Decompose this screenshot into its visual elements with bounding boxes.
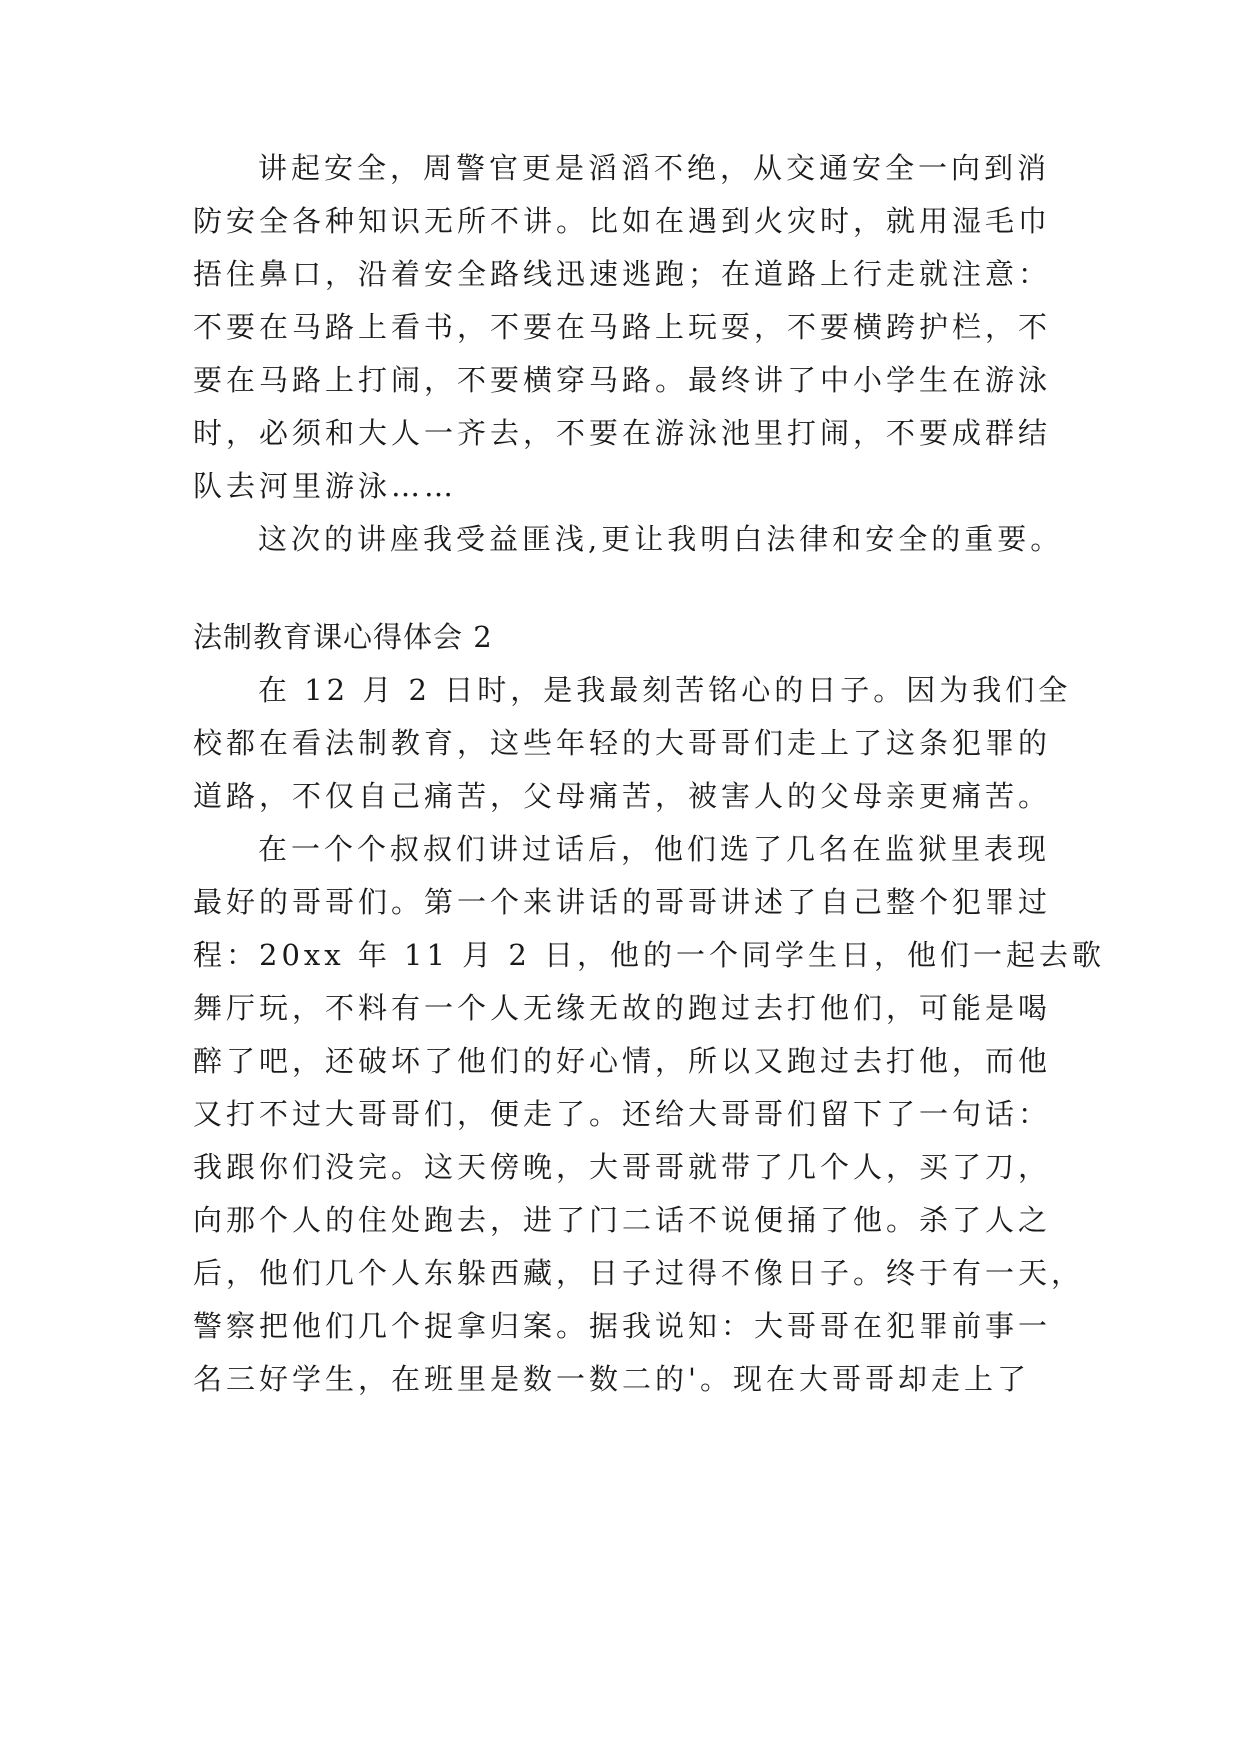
paragraph-line: 防安全各种知识无所不讲。比如在遇到火灾时，就用湿毛巾: [193, 204, 1052, 238]
paragraph-line: 后，他们几个人东躲西藏，日子过得不像日子。终于有一天，: [193, 1256, 1085, 1290]
paragraph-line: 讲起安全，周警官更是滔滔不绝，从交通安全一向到消: [258, 151, 1051, 185]
paragraph-line: 在一个个叔叔们讲过话后，他们选了几名在监狱里表现: [258, 832, 1051, 866]
paragraph-line: 又打不过大哥哥们，便走了。还给大哥哥们留下了一句话：: [193, 1097, 1052, 1131]
paragraph-line: 要在马路上打闹，不要横穿马路。最终讲了中小学生在游泳: [193, 363, 1052, 397]
paragraph-line: 警察把他们几个捉拿归案。据我说知：大哥哥在犯罪前事一: [193, 1309, 1052, 1343]
paragraph-line: 最好的哥哥们。第一个来讲话的哥哥讲述了自己整个犯罪过: [193, 885, 1052, 919]
section-title: 法制教育课心得体会 2: [193, 620, 493, 654]
paragraph-line: 不要在马路上看书，不要在马路上玩耍，不要横跨护栏，不: [193, 310, 1052, 344]
paragraph-line: 程：20xx 年 11 月 2 日，他的一个同学生日，他们一起去歌: [193, 938, 1106, 972]
paragraph-line: 我跟你们没完。这天傍晚，大哥哥就带了几个人，买了刀，: [193, 1150, 1052, 1184]
paragraph-line: 在 12 月 2 日时，是我最刻苦铭心的日子。因为我们全: [258, 673, 1072, 707]
paragraph-line: 向那个人的住处跑去，进了门二话不说便捅了他。杀了人之: [193, 1203, 1052, 1237]
paragraph-line: 道路，不仅自己痛苦，父母痛苦，被害人的父母亲更痛苦。: [193, 779, 1052, 813]
paragraph-line: 校都在看法制教育，这些年轻的大哥哥们走上了这条犯罪的: [193, 726, 1052, 760]
paragraph-line: 时，必须和大人一齐去，不要在游泳池里打闹，不要成群结: [193, 416, 1052, 450]
paragraph-line: 醉了吧，还破坏了他们的好心情，所以又跑过去打他，而他: [193, 1044, 1052, 1078]
paragraph-line: 这次的讲座我受益匪浅,更让我明白法律和安全的重要。: [258, 522, 1064, 556]
paragraph-line: 捂住鼻口，沿着安全路线迅速逃跑；在道路上行走就注意：: [193, 257, 1052, 291]
paragraph-line: 名三好学生，在班里是数一数二的'。现在大哥哥却走上了: [193, 1362, 1030, 1396]
paragraph-line: 舞厅玩，不料有一个人无缘无故的跑过去打他们，可能是喝: [193, 991, 1052, 1025]
paragraph-line: 队去河里游泳……: [193, 469, 458, 503]
